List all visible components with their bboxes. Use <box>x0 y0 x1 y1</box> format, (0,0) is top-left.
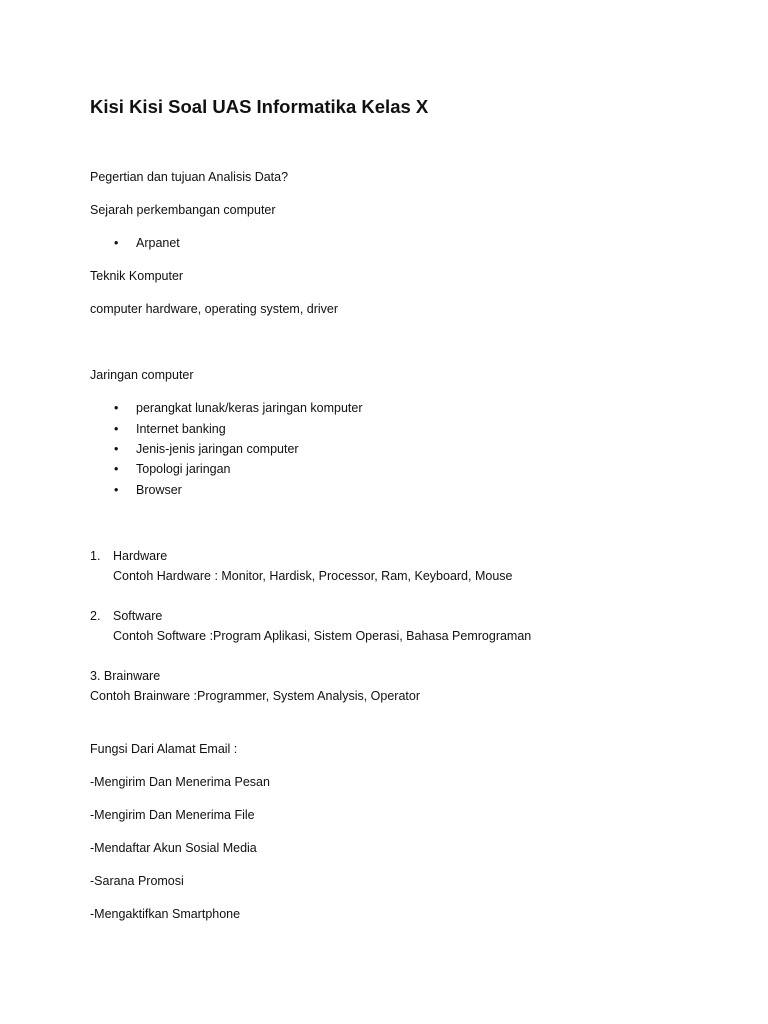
document-title: Kisi Kisi Soal UAS Informatika Kelas X <box>90 96 429 117</box>
bullet-icon: • <box>114 236 119 250</box>
list-item: perangkat lunak/keras jaringan komputer <box>136 401 363 415</box>
list-item: Internet banking <box>136 422 226 436</box>
text-line-brainware-detail: Contoh Brainware :Programmer, System Analysis, Operator <box>90 689 420 703</box>
list-item: -Sarana Promosi <box>90 874 184 888</box>
bullet-icon: • <box>114 483 119 497</box>
text-line-sejarah: Sejarah perkembangan computer <box>90 203 276 217</box>
list-item: Browser <box>136 483 182 497</box>
bullet-icon: • <box>114 422 119 436</box>
numbered-item-number: 1. <box>90 549 101 563</box>
list-item: Topologi jaringan <box>136 462 231 476</box>
list-item: -Mengirim Dan Menerima Pesan <box>90 775 270 789</box>
list-item: -Mengirim Dan Menerima File <box>90 808 255 822</box>
numbered-item-number: 2. <box>90 609 101 623</box>
bullet-icon: • <box>114 442 119 456</box>
list-item: Jenis-jenis jaringan computer <box>136 442 299 456</box>
numbered-item-detail: Contoh Hardware : Monitor, Hardisk, Processor, Ram, Keyboard, Mouse <box>113 569 513 583</box>
bullet-icon: • <box>114 462 119 476</box>
text-line-hardware-os-driver: computer hardware, operating system, driver <box>90 302 339 316</box>
numbered-item-detail: Contoh Software :Program Aplikasi, Sistem Operasi, Bahasa Pemrograman <box>113 629 532 643</box>
text-line-jaringan-computer: Jaringan computer <box>90 368 194 382</box>
bullet-icon: • <box>114 401 119 415</box>
numbered-item-title: Software <box>113 609 163 623</box>
text-line-analisis-data: Pegertian dan tujuan Analisis Data? <box>90 170 289 184</box>
list-item: -Mendaftar Akun Sosial Media <box>90 841 257 855</box>
list-item: -Mengaktifkan Smartphone <box>90 907 241 921</box>
list-item: Arpanet <box>136 236 180 250</box>
numbered-item-title: Hardware <box>113 549 168 563</box>
text-line-teknik-komputer: Teknik Komputer <box>90 269 184 283</box>
text-line-email-heading: Fungsi Dari Alamat Email : <box>90 742 238 756</box>
text-line-brainware-title: 3. Brainware <box>90 669 161 683</box>
